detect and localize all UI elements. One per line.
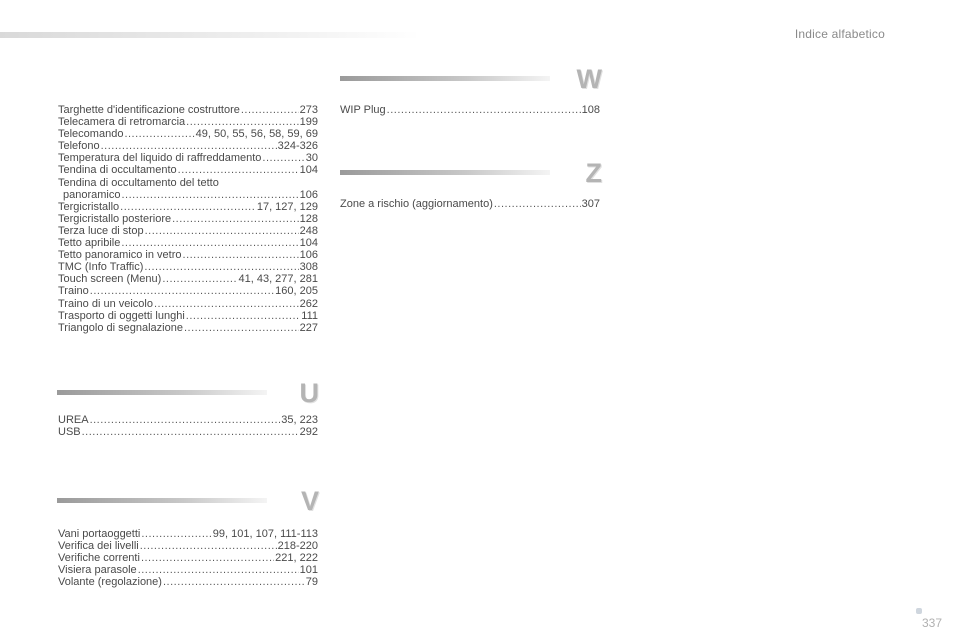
header-rule [0,32,420,38]
section-v-entries [58,528,318,588]
section-header-u [57,378,319,408]
index-entry: UREA ..... 35, 223 [58,414,318,426]
section-letter: V [300,486,319,516]
index-entry: USB ..... 292 [58,426,318,438]
section-u-entries [58,414,318,438]
index-entry: Traino ..... 160, 205 [58,285,318,297]
index-entry: Volante (regolazione) ..... 79 [58,576,318,588]
section-z-entries [340,198,600,210]
index-entry: Trasporto di oggetti lunghi ..... 111 [58,310,318,322]
index-entry: Zone a rischio (aggiornamento) ..... 307 [340,198,600,210]
index-entry: Tendina di occultamento ..... 104 [58,164,318,176]
section-letter: U [299,378,319,408]
page-header-title: Indice alfabetico [794,27,885,41]
index-entry: Tergicristallo posteriore ..... 128 [58,213,318,225]
section-header-w [340,64,602,94]
index-entry: Tergicristallo ..... 17, 127, 129 [58,201,318,213]
index-entry: Tetto panoramico in vetro ..... 106 [58,249,318,261]
section-rule [340,76,550,81]
index-entry: Telefono ..... 324-326 [58,140,318,152]
index-entry: Triangolo di segnalazione ..... 227 [58,322,318,334]
index-entry: Verifiche correnti ..... 221, 222 [58,552,318,564]
index-entry: Traino di un veicolo ..... 262 [58,298,318,310]
index-entry: Targhette d'identificazione costruttore ..... 273 [58,104,318,116]
index-entry-heading: Tendina di occultamento del tetto [58,176,219,189]
section-rule [57,498,267,503]
index-entry: Verifica dei livelli ..... 218-220 [58,540,318,552]
section-header-v [57,486,319,516]
section-header-z [340,158,602,188]
index-entry: Tetto apribile ..... 104 [58,237,318,249]
index-entry: Temperatura del liquido di raffreddamento ..... 30 [58,152,318,164]
index-entry: panoramico ..... 106 [58,189,318,201]
index-entry: Terza luce di stop ..... 248 [58,225,318,237]
index-entry: Vani portaoggetti ..... 99, 101, 107, 111-113 [58,528,318,540]
section-letter: Z [585,158,602,188]
index-entry: Touch screen (Menu) ..... 41, 43, 277, 281 [58,273,318,285]
section-rule [340,170,550,175]
page-marker [916,608,922,614]
section-t-entries [58,104,318,334]
index-entry: WIP Plug ..... 108 [340,104,600,116]
page-number: 337 [921,616,942,630]
index-entry: Telecamera di retromarcia ..... 199 [58,116,318,128]
index-entry: Telecomando ..... 49, 50, 55, 56, 58, 59, 69 [58,128,318,140]
section-letter: W [576,64,602,94]
section-rule [57,390,267,395]
index-entry: Visiera parasole ..... 101 [58,564,318,576]
index-entry: TMC (Info Traffic) ..... 308 [58,261,318,273]
section-w-entries [340,104,600,116]
